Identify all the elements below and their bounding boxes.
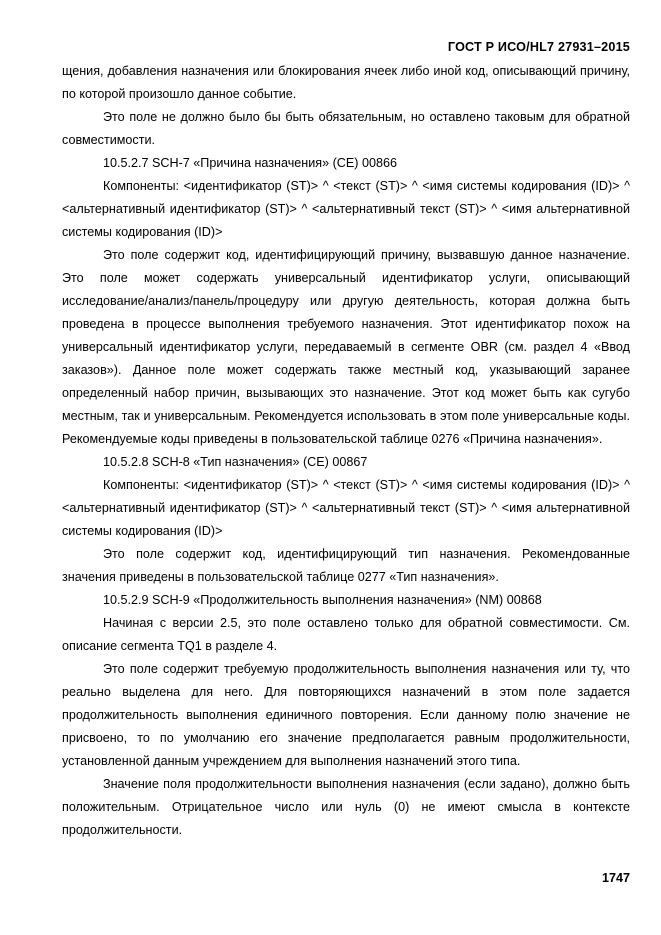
body-text [62, 60, 630, 842]
paragraph: Это поле не должно было бы быть обязательным, но оставлено таковым для обратной совместимости. [62, 110, 630, 147]
paragraph: Это поле содержит код, идентифицирующий причину, вызвавшую данное назначение. Это поле может содержать универсальный идентификатор услуги, описывающий исследование/анализ/панель/процедуру или другую деятельность, которая должна быть проведена в процессе выполнения требуемого назначения. Этот идентификатор похож на универсальный идентификатор услуги, передаваемый в сегменте OBR (см. раздел 4 «Ввод заказов»). Данное поле может содержать также местный код, указывающий заранее определенный набор причин, вызывающих это назначение. Этот код может быть как сугубо местным, так и универсальным. Рекомендуется использовать в этом поле универсальные коды. Рекомендуемые коды приведены в пользовательской таблице 0276 «Причина назначения». [62, 248, 630, 446]
paragraph: щения, добавления назначения или блокирования ячеек либо иной код, описывающий причину, по которой произошло данное событие. [62, 64, 630, 101]
paragraph: Значение поля продолжительности выполнения назначения (если задано), должно быть положительным. Отрицательное число или нуль (0) не имеют смысла в контексте продолжительности. [62, 777, 630, 837]
paragraph: Это поле содержит код, идентифицирующий тип назначения. Рекомендованные значения приведены в пользовательской таблице 0277 «Тип назначения». [62, 547, 630, 584]
paragraph: Компоненты: <идентификатор (ST)> ^ <текст (ST)> ^ <имя системы кодирования (ID)> ^ <альтернативный идентификатор (ST)> ^ <альтернативный текст (ST)> ^ <имя альтернативной системы кодирования (ID)> [62, 478, 630, 538]
paragraph: Начиная с версии 2.5, это поле оставлено только для обратной совместимости. См. описание сегмента TQ1 в разделе 4. [62, 616, 630, 653]
standard-header: ГОСТ Р ИСО/HL7 27931–2015 [447, 40, 630, 54]
section-heading: 10.5.2.9 SCH-9 «Продолжительность выполнения назначения» (NM) 00868 [103, 593, 542, 607]
paragraph: Это поле содержит требуемую продолжительность выполнения назначения или ту, что реально выделена для него. Для повторяющихся назначений в этом поле задается продолжительность выполнения единичного повторения. Если данному полю значение не присвоено, то по умолчанию его значение предполагается равным продолжительности, установленной данным учреждением для выполнения назначений этого типа. [62, 662, 630, 768]
section-heading: 10.5.2.8 SCH-8 «Тип назначения» (CE) 00867 [103, 455, 368, 469]
paragraph: Компоненты: <идентификатор (ST)> ^ <текст (ST)> ^ <имя системы кодирования (ID)> ^ <альтернативный идентификатор (ST)> ^ <альтернативный текст (ST)> ^ <имя альтернативной системы кодирования (ID)> [62, 179, 630, 239]
section-heading: 10.5.2.7 SCH-7 «Причина назначения» (CE) 00866 [103, 156, 398, 170]
page-number: 1747 [601, 871, 630, 885]
